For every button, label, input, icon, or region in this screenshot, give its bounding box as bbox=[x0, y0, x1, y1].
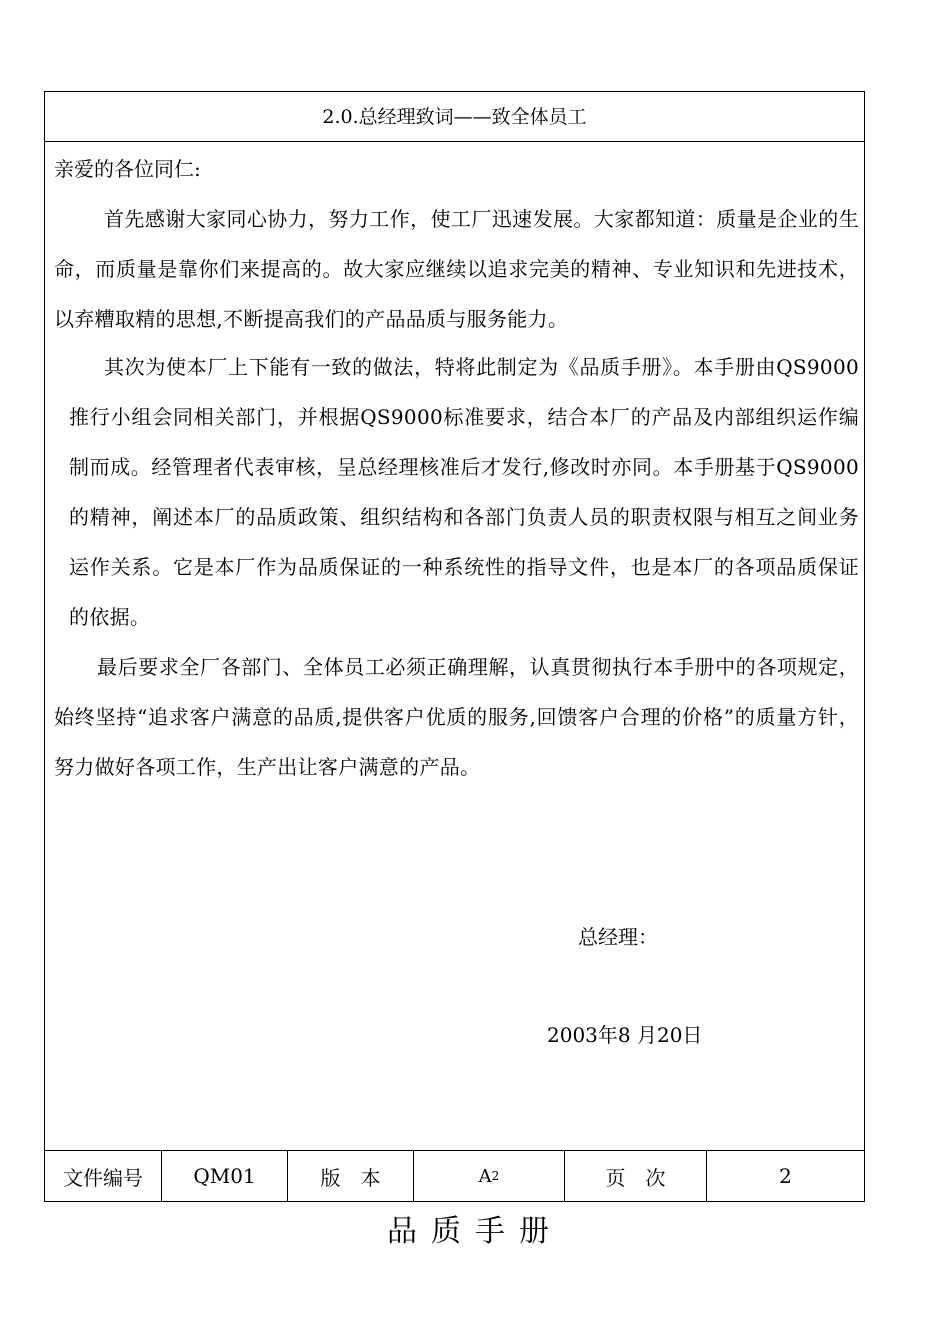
page-label: 页 次 bbox=[565, 1151, 707, 1201]
letter-paragraph-3: 最后要求全厂各部门、全体员工必须正确理解，认真贯彻执行本手册中的各项规定，始终坚持“追求客户满意的品质,提供客户优质的服务,回馈客户合理的价格”的质量方针，努力做好各项工作，生产出让客户满意的产品。 bbox=[54, 655, 859, 779]
page-title: 2.0.总经理致词——致全体员工 bbox=[45, 92, 864, 142]
version-letter: A bbox=[478, 1165, 492, 1187]
version-value bbox=[414, 1151, 565, 1201]
page-value: 2 bbox=[779, 1164, 792, 1188]
signoff-date: 2003年8 月20日 bbox=[547, 1023, 703, 1047]
letter-greeting: 亲爱的各位同仁: bbox=[54, 157, 201, 181]
document-frame bbox=[44, 91, 865, 1202]
letter-paragraph-2: 其次为使本厂上下能有一致的做法，特将此制定为《品质手册》。本手册由QS9000推行小组会同相关部门，并根据QS9000标准要求，结合本厂的产品及内部组织运作编制而成。经管理者代表审核，呈总经理核准后才发行,修改时亦同。本手册基于QS9000的精神，阐述本厂的品质政策、组织结构和各部门负责人员的职责权限与相互之间业务运作关系。它是本厂作为品质保证的一种系统性的指导文件，也是本厂的各项品质保证的依据。 bbox=[69, 355, 859, 629]
manual-title: 品质手册 bbox=[387, 1214, 563, 1249]
letter-body bbox=[45, 142, 864, 1152]
doc-number-value: QM01 bbox=[162, 1151, 288, 1201]
doc-number-label: 文件编号 bbox=[45, 1151, 162, 1201]
version-subscript: 2 bbox=[491, 1169, 500, 1183]
document-info-table bbox=[45, 1150, 864, 1201]
signoff-label: 总经理： bbox=[578, 925, 658, 949]
letter-paragraph-1: 首先感谢大家同心协力，努力工作，使工厂迅速发展。大家都知道：质量是企业的生命，而质量是靠你们来提高的。故大家应继续以追求完美的精神、专业知识和先进技术，以弃糟取精的思想,不断提高我们的产品品质与服务能力。 bbox=[54, 207, 859, 331]
version-label: 版 本 bbox=[288, 1151, 414, 1201]
